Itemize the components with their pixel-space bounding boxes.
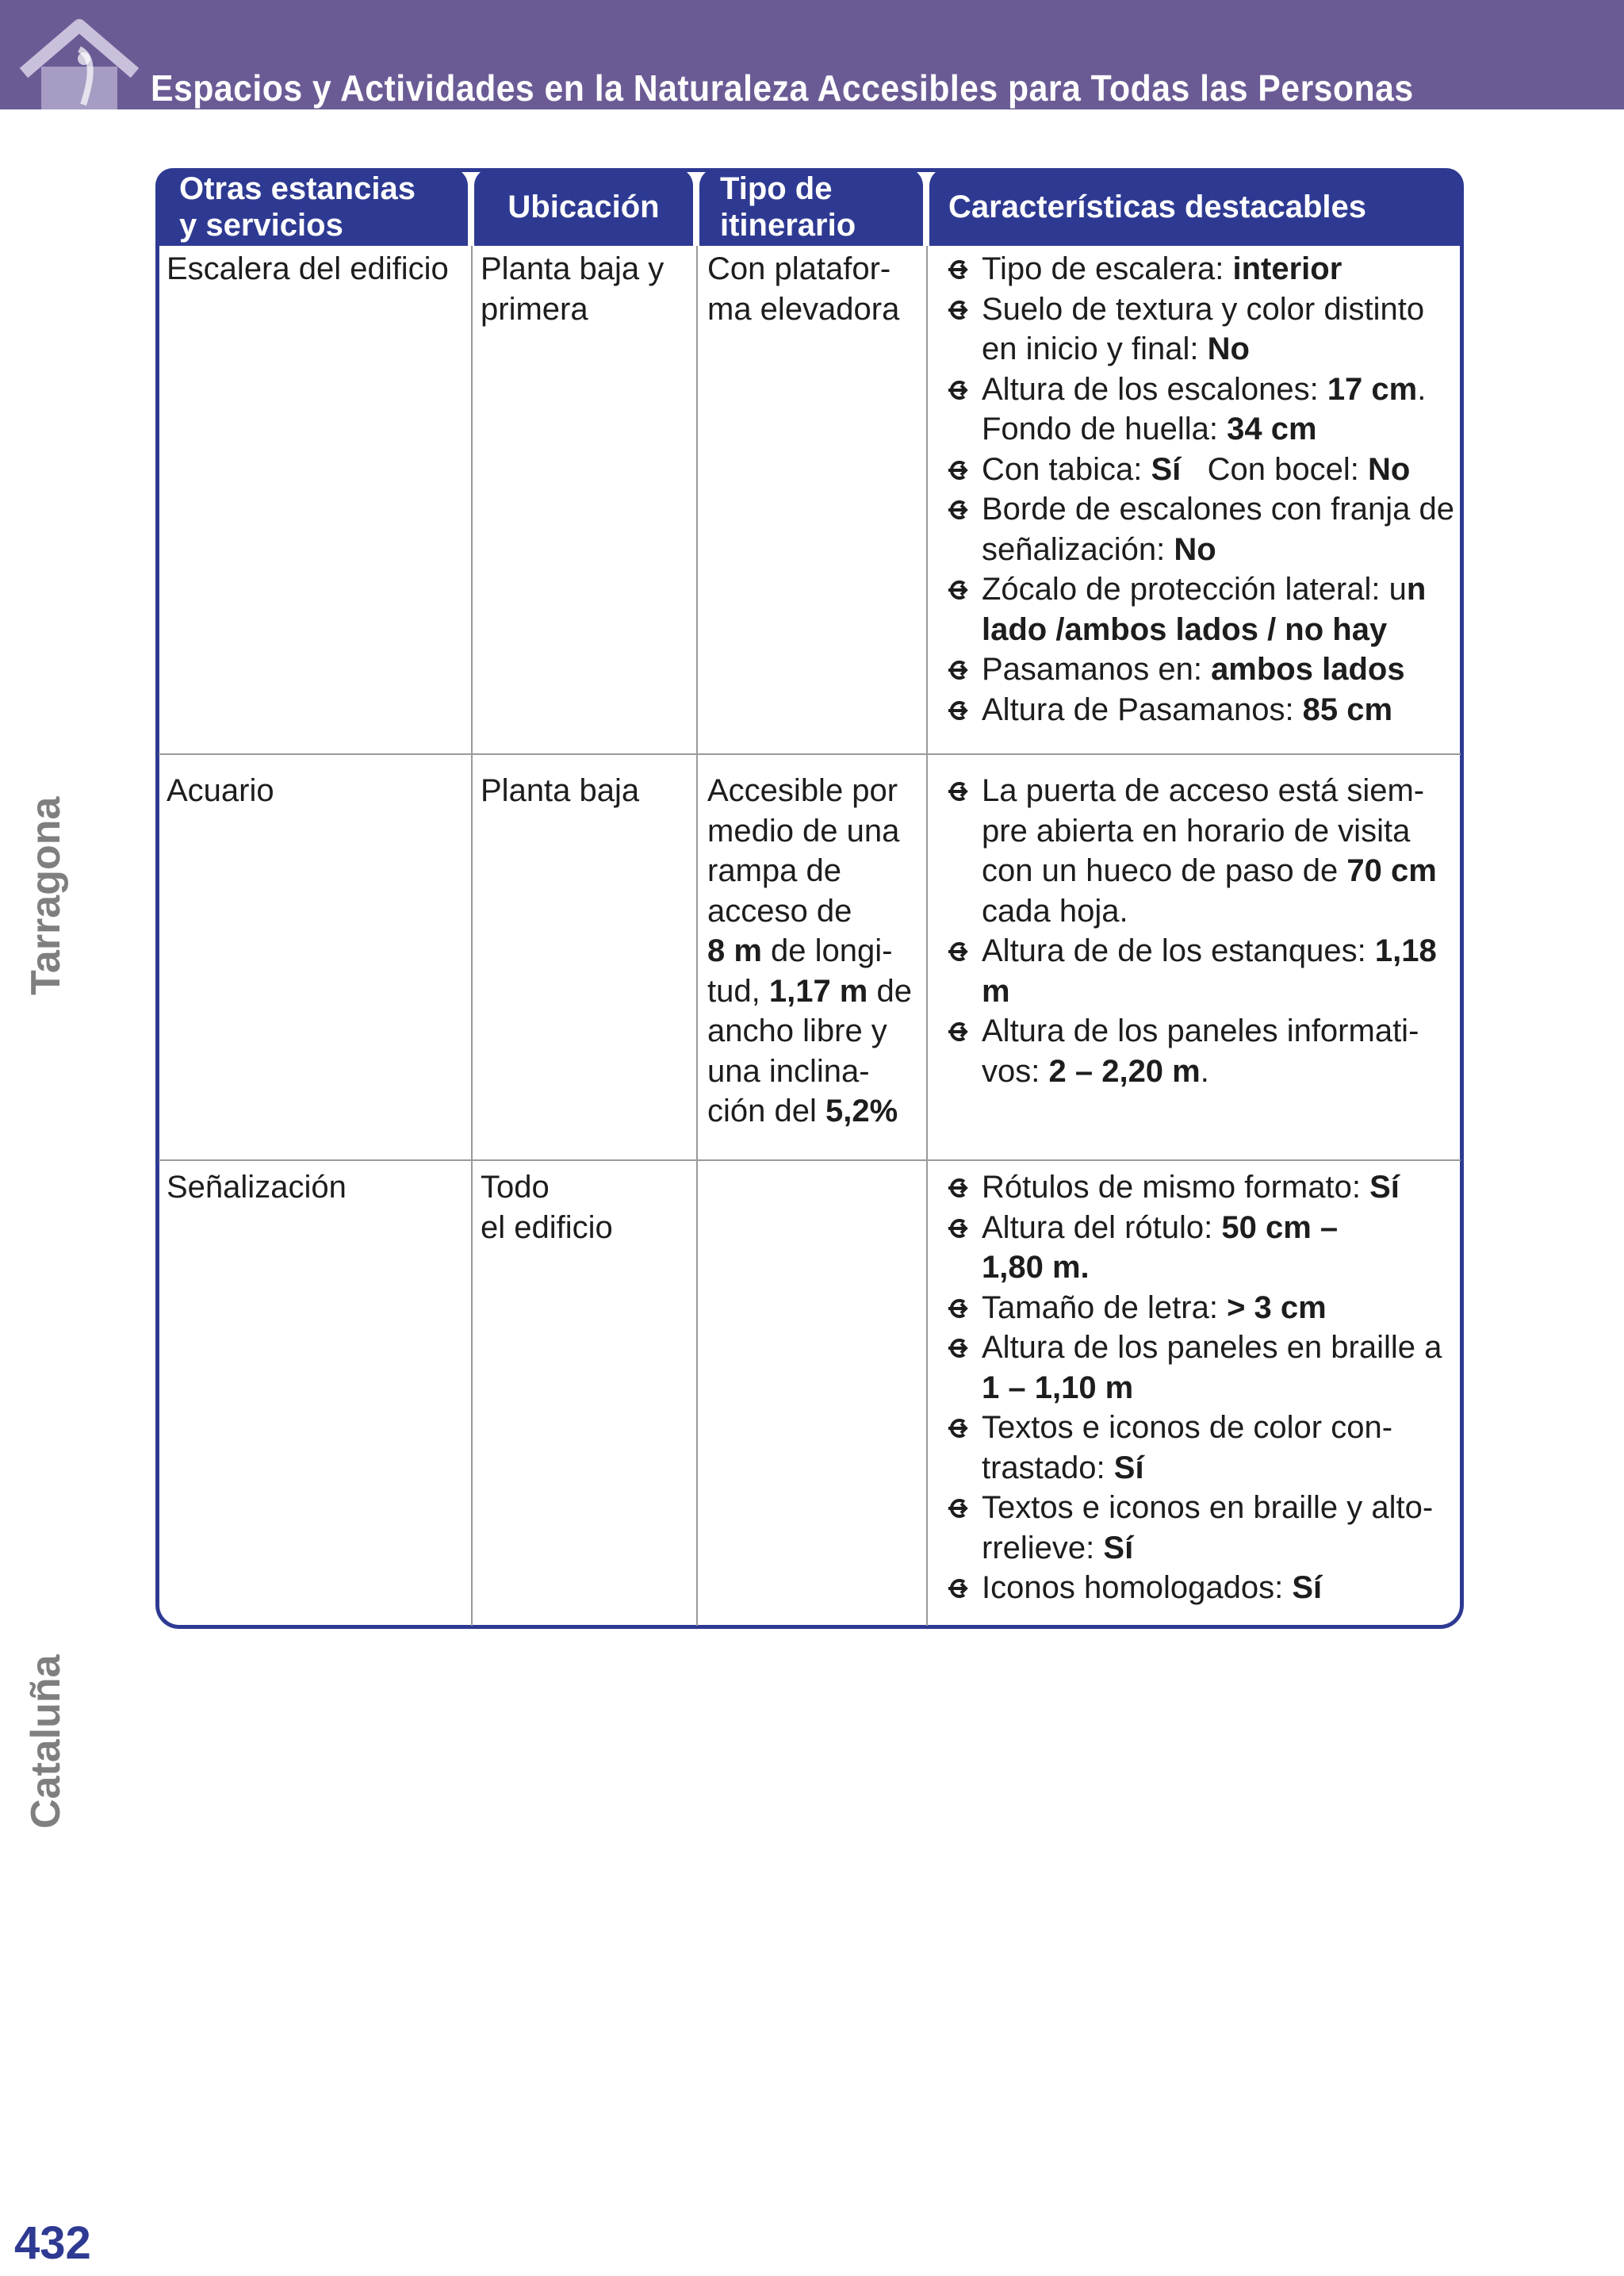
row-divider: [159, 753, 1461, 755]
list-item: Textos e iconos de color con-trastado: Sí: [942, 1408, 1457, 1488]
table-cell-itinerario: Accesible por medio de una rampa de acceso de 8 m de longi- tud, 1,17 m de ancho libre y una inclina- ción del 5,2%: [707, 773, 912, 1128]
list-item: La puerta de acceso está siem-pre abierta en horario de visita con un hueco de paso de 70 cm cada hoja.: [942, 771, 1457, 931]
list-item: Altura de los paneles informati-vos: 2 – 2,20 m.: [942, 1011, 1457, 1091]
list-item: Altura de los paneles en braille a 1 – 1,10 m: [942, 1328, 1457, 1408]
page-title: Espacios y Actividades en la Naturaleza Accesibles para Todas las Personas: [151, 67, 1414, 109]
side-label-region: Cataluña: [23, 1654, 69, 1829]
page-number: 432: [14, 2217, 91, 2269]
arrow-bullet-icon: [942, 370, 974, 409]
table-cell-ubicacion: Planta baja: [481, 773, 640, 808]
list-item: Altura de de los estanques: 1,18 m: [942, 931, 1457, 1011]
arrow-bullet-icon: [942, 1328, 974, 1367]
list-item: Tipo de escalera: interior: [942, 249, 1457, 289]
table-cell-ubicacion: Planta baja y primera: [481, 251, 665, 327]
list-item: Con tabica: Sí Con bocel: No: [942, 450, 1457, 490]
arrow-bullet-icon: [942, 569, 974, 609]
column-divider: [696, 246, 698, 1626]
list-item: Textos e iconos en braille y alto-rrelieve: Sí: [942, 1488, 1457, 1568]
arrow-bullet-icon: [942, 1011, 974, 1051]
arrow-bullet-icon: [942, 771, 974, 810]
list-item: Suelo de textura y color distinto en inicio y final: No: [942, 289, 1457, 370]
column-header-itinerario: Tipo de itinerario: [699, 168, 923, 246]
list-item: Altura de Pasamanos: 85 cm: [942, 690, 1457, 730]
house-logo-icon: [16, 17, 143, 109]
list-item: Iconos homologados: Sí: [942, 1568, 1457, 1608]
arrow-bullet-icon: [942, 931, 974, 971]
column-header-ubicacion: Ubicación: [474, 168, 693, 246]
page-header: [0, 0, 1624, 109]
arrow-bullet-icon: [942, 1408, 974, 1447]
list-item: Tamaño de letra: > 3 cm: [942, 1288, 1457, 1328]
column-divider: [471, 246, 473, 1626]
column-header-caracteristicas: Características destacables: [929, 168, 1464, 246]
side-label-province: Tarragona: [23, 796, 69, 995]
arrow-bullet-icon: [942, 1288, 974, 1328]
arrow-bullet-icon: [942, 289, 974, 329]
arrow-bullet-icon: [942, 690, 974, 730]
table-cell-caracteristicas: [942, 1167, 1457, 1608]
row-divider: [159, 1159, 1461, 1161]
arrow-bullet-icon: [942, 450, 974, 489]
list-item: Rótulos de mismo formato: Sí: [942, 1167, 1457, 1208]
list-item: Borde de escalones con franja de señalización: No: [942, 489, 1457, 569]
arrow-bullet-icon: [942, 249, 974, 289]
list-item: Altura de los escalones: 17 cm. Fondo de huella: 34 cm: [942, 370, 1457, 450]
list-item: Pasamanos en: ambos lados: [942, 649, 1457, 690]
arrow-bullet-icon: [942, 1208, 974, 1247]
table-cell-caracteristicas: [942, 249, 1457, 730]
arrow-bullet-icon: [942, 1488, 974, 1527]
table-cell-estancia: Señalización: [167, 1170, 347, 1205]
arrow-bullet-icon: [942, 489, 974, 529]
table-cell-itinerario: Con platafor- ma elevadora: [707, 251, 900, 327]
table-cell-caracteristicas: [942, 771, 1457, 1091]
arrow-bullet-icon: [942, 1167, 974, 1207]
list-item: Zócalo de protección lateral: un lado /ambos lados / no hay: [942, 569, 1457, 649]
table-cell-ubicacion: Todo el edificio: [481, 1170, 613, 1245]
column-header-estancias: Otras estancias y servicios: [155, 168, 468, 246]
list-item: Altura del rótulo: 50 cm – 1,80 m.: [942, 1208, 1457, 1288]
table-cell-estancia: Escalera del edificio: [167, 251, 449, 286]
arrow-bullet-icon: [942, 649, 974, 689]
table-cell-estancia: Acuario: [167, 773, 274, 808]
arrow-bullet-icon: [942, 1568, 974, 1607]
